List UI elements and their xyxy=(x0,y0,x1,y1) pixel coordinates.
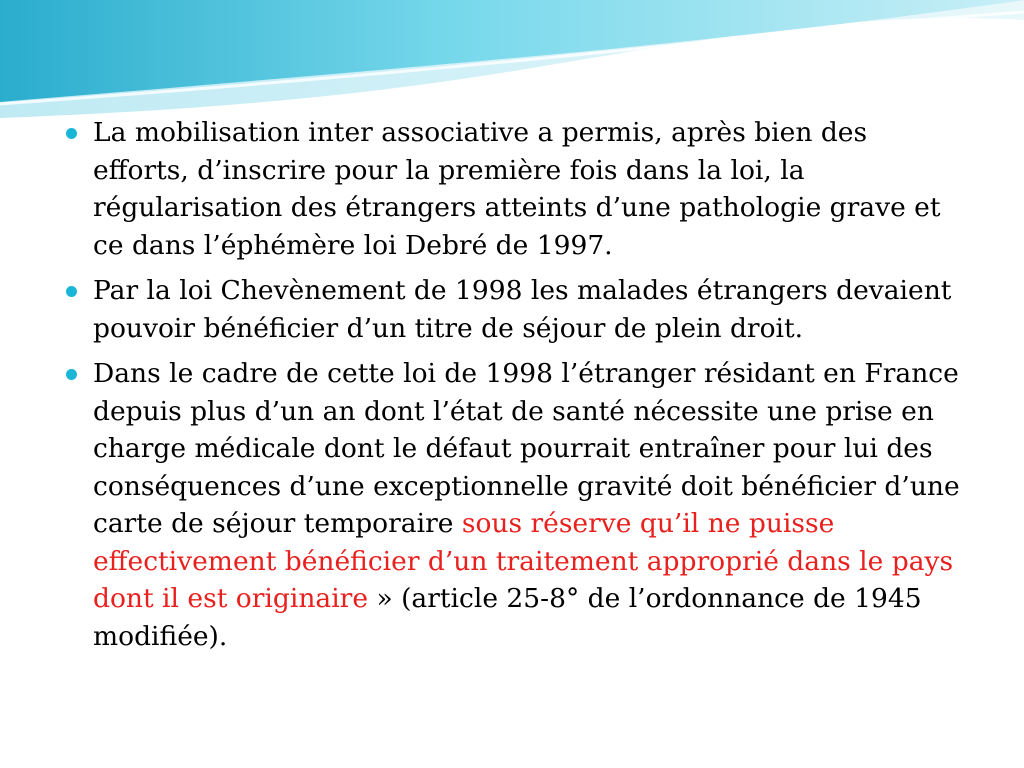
bullet-text-1: La mobilisation inter associative a permis, après bien des efforts, d’inscrire pour la première fois dans la loi, la régularisation des étrangers atteints d’une pathologie grave et ce dans l’éphémère loi Debré de 1997. xyxy=(93,117,941,261)
bullet-item-2 xyxy=(66,272,966,347)
bullet-text-3-end: » (article 25-8° de l’ordonnance de 1945 modifiée). xyxy=(93,583,922,652)
bullet-dot-icon xyxy=(66,369,77,380)
bullet-list xyxy=(66,114,966,663)
bullet-text-3-start: Dans le cadre de cette loi de 1998 l’étranger résidant en France depuis plus d’un an dont l’état de santé nécessite une prise en charge médicale dont le défaut pourrait entraîner pour lui des conséquences d’une exceptionnelle gravité doit bénéficier d’une carte de séjour temporaire xyxy=(93,358,960,539)
bullet-dot-icon xyxy=(66,286,77,297)
bullet-text-3-highlight: sous réserve qu’il ne puisse effectivement bénéficier d’un traitement approprié dans le pays dont il est originaire xyxy=(93,508,954,614)
bullet-item-1 xyxy=(66,114,966,264)
bullet-item-3 xyxy=(66,355,966,655)
wave-front-layer xyxy=(0,0,1024,102)
decorative-wave-header xyxy=(0,0,1024,130)
bullet-dot-icon xyxy=(66,128,77,139)
bullet-text-2: Par la loi Chevènement de 1998 les malades étrangers devaient pouvoir bénéficier d’un titre de séjour de plein droit. xyxy=(93,275,952,344)
